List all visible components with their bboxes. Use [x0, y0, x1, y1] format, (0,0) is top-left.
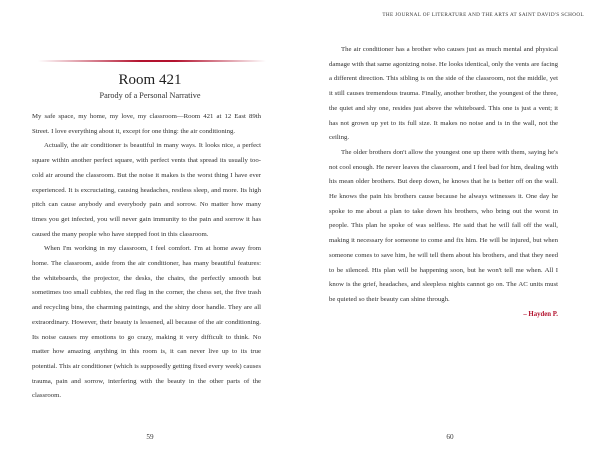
paragraph: The older brothers don't allow the youngest one up there with them, saying he's not cool enough. He never leaves the classroom, and I feel bad for him, dealing with his mean older brothers. But deep down, he knows that he is better off on the wall. He knows the pain his brothers cause because he always witnesses it. One day he spoke to me about a plan to take down his brothers, who bring out the worst in people. This plan he spoke of was selfless. He said that he will fall off the wall, making it necessary for someone to come and fix him. He will be injured, but when someone comes to save him, he will tell them about his brothers, and that they need to be silenced. His plan will be happening soon, but he won't tell me when. All I know is the grief, headaches, and sleepless nights cannot go on. The AC units must be quieted so their beauty can shine through. [329, 148, 558, 303]
right-body-text [329, 43, 558, 322]
paragraph: When I'm working in my classroom, I feel comfort. I'm at home away from home. The classroom, aside from the air conditioner, has many beautiful features: the whiteboards, the projector, the desks, the chairs, the perfectly smooth but sometimes too small cubbies, the red flag in the corner, the chess set, the five trash and recycling bins, the charming paintings, and the shiny door handle. They are all extraordinary. However, their beauty is lessened, all because of the air conditioning. Its noise causes my emotions to go crazy, making it very difficult to think. No matter how amazing anything in this room is, it can never live up to its true potential. This air conditioner (which is supposedly getting fixed every week) causes trauma, pain and sorrow, interfering with the beauty in the other parts of the classroom. [32, 245, 261, 400]
title-divider-rule [38, 60, 266, 62]
right-page [300, 0, 600, 463]
left-body-text [32, 110, 261, 404]
author-signature: – Hayden P. [523, 310, 558, 318]
left-page-number: 59 [146, 433, 154, 441]
running-head: THE JOURNAL OF LITERATURE AND THE ARTS AT SAINT DAVID'S SCHOOL [382, 12, 584, 18]
paragraph: The air conditioner has a brother who causes just as much mental and physical damage with that same agonizing noise. He looks identical, only the vents are facing a different direction. This sibling is on the side of the classroom, not the middle, yet it still causes tremendous trauma. Finally, another brother, the youngest of the three, the quiet and shy one, resides just above the whiteboard. This one is just a vent; it has not grown up yet to its full size. It makes no noise and is in the wall, not the ceiling. [329, 46, 558, 142]
paragraph: My safe space, my home, my love, my classroom—Room 421 at 12 East 89th Street. I love everything about it, except for one thing: the air conditioning. [32, 113, 261, 135]
right-page-number: 60 [446, 433, 454, 441]
article-title: Room 421 [118, 72, 182, 88]
article-subtitle: Parody of a Personal Narrative [99, 91, 201, 100]
paragraph: Actually, the air conditioner is beautiful in many ways. It looks nice, a perfect square within another perfect square, with perfect vents that spread its usually too-cold air around the classroom. But the noise it makes is the worst thing I have ever experienced. It is excruciating, causing headaches, restless sleep, and more. Its high pitch can cause anybody and everybody pain and sorrow. No matter how many times you get infected, you will never gain immunity to the pain and sorrow it has caused the many people who have stepped foot in this classroom. [32, 142, 261, 238]
